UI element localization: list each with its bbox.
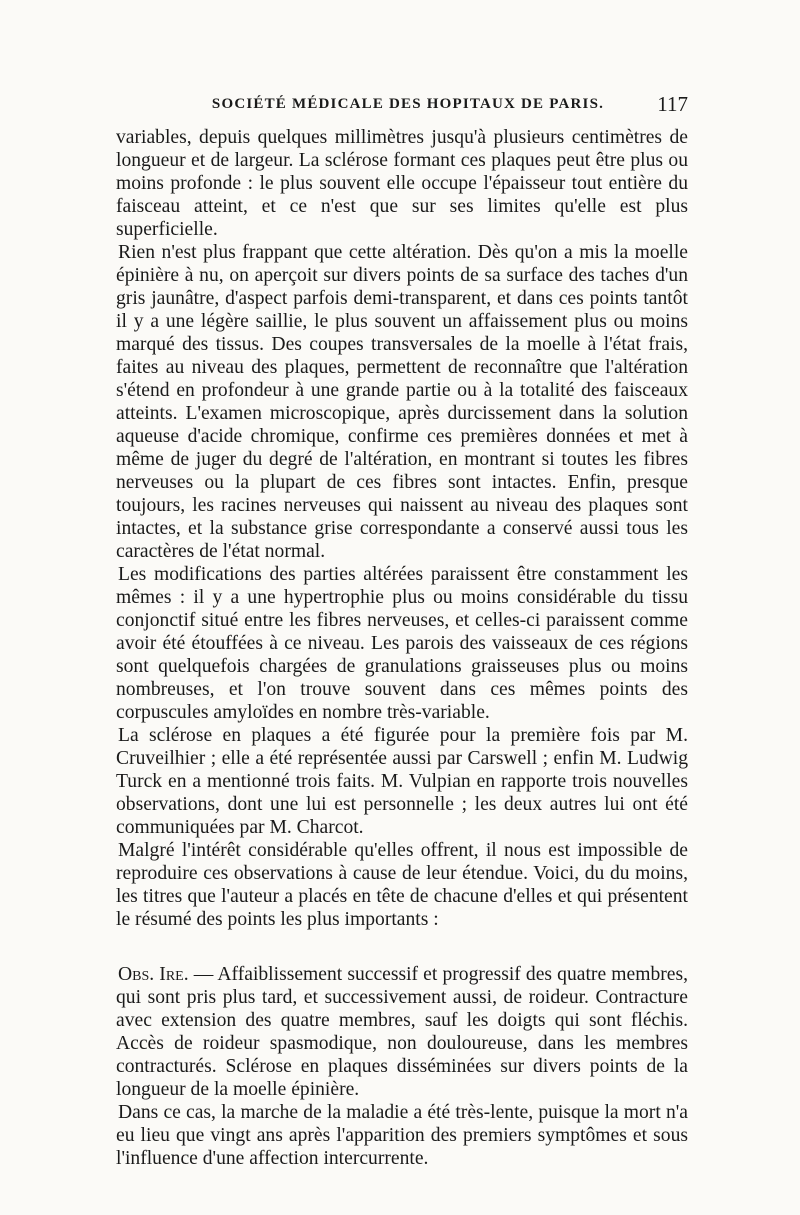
observation-comment: Dans ce cas, la marche de la maladie a été très-lente, puisque la mort n'a eu lieu que vingt ans après l'apparition des premiers symptômes et sous l'influence d'une affection intercurrente. [116,1102,688,1169]
page-number: 117 [657,92,688,116]
body-text [116,126,688,1170]
paragraph-1: variables, depuis quelques millimètres jusqu'à plusieurs centimètres de longueur et de largeur. La sclérose formant ces plaques peut être plus ou moins profonde : le plus souvent elle occupe l'épaisseur tout entière du faisceau atteint, et ce n'est que sur ses limites qu'elle est plus superficielle. [116,127,688,240]
paragraph-3: Les modifications des parties altérées paraissent être constamment les mêmes : il y a une hypertrophie plus ou moins considérable du tissu conjonctif situé entre les fibres nerveuses, et celles-ci paraissent comme avoir été étouffées à ce niveau. Les parois des vaisseaux de ces régions sont quelquefois chargées de granulations graisseuses plus ou moins nombreuses, et l'on trouve souvent dans ces mêmes points des corpuscules amyloïdes en nombre très-variable. [116,564,688,723]
paragraph-5: Malgré l'intérêt considérable qu'elles offrent, il nous est impossible de reproduire ces observations à cause de leur étendue. Voici, du du moins, les titres que l'auteur a placés en tête de chacune d'elles et qui présentent le résumé des points les plus importants : [116,840,688,930]
observation-label: Obs. Ire. [118,964,189,985]
running-title: SOCIÉTÉ MÉDICALE DES HOPITAUX DE PARIS. [211,96,605,112]
paragraph-4: La sclérose en plaques a été figurée pour la première fois par M. Cruveilhier ; elle a été représentée aussi par Carswell ; enfin M. Ludwig Turck en a mentionné trois faits. M. Vulpian en rapporte trois nouvelles observations, dont une lui est personnelle ; les deux autres lui ont été communiquées par M. Charcot. [116,725,688,838]
observation-text: — Affaiblissement successif et progressif des quatre membres, qui sont pris plus tard, et successivement aussi, de roideur. Contracture avec extension des quatre membres, sauf les doigts qui sont fléchis. Accès de roideur spasmodique, non douloureuse, dans les membres contracturés. Sclérose en plaques disséminées sur divers points de la longueur de la moelle épinière. [116,964,688,1100]
running-head [116,92,688,126]
paragraph-2: Rien n'est plus frappant que cette altération. Dès qu'on a mis la moelle épinière à nu, on aperçoit sur divers points de sa surface des taches d'un gris jaunâtre, d'aspect parfois demi-transparent, et dans ces points tantôt il y a une légère saillie, le plus souvent un affaissement plus ou moins marqué des tissus. Des coupes transversales de la moelle à l'état frais, faites au niveau des plaques, permettent de reconnaître que l'altération s'étend en profondeur à une grande partie ou à la totalité des faisceaux atteints. L'examen microscopique, après durcissement dans la solution aqueuse d'acide chromique, confirme ces premières données et met à même de juger du degré de l'altération, en montrant si toutes les fibres nerveuses ou la plupart de ces fibres sont intactes. Enfin, presque toujours, les racines nerveuses qui naissent au niveau des plaques sont intactes, et la substance grise correspondante a conservé aussi tous les caractères de l'état normal. [116,242,688,562]
observation-paragraph [116,963,688,1101]
section-gap [116,931,688,963]
